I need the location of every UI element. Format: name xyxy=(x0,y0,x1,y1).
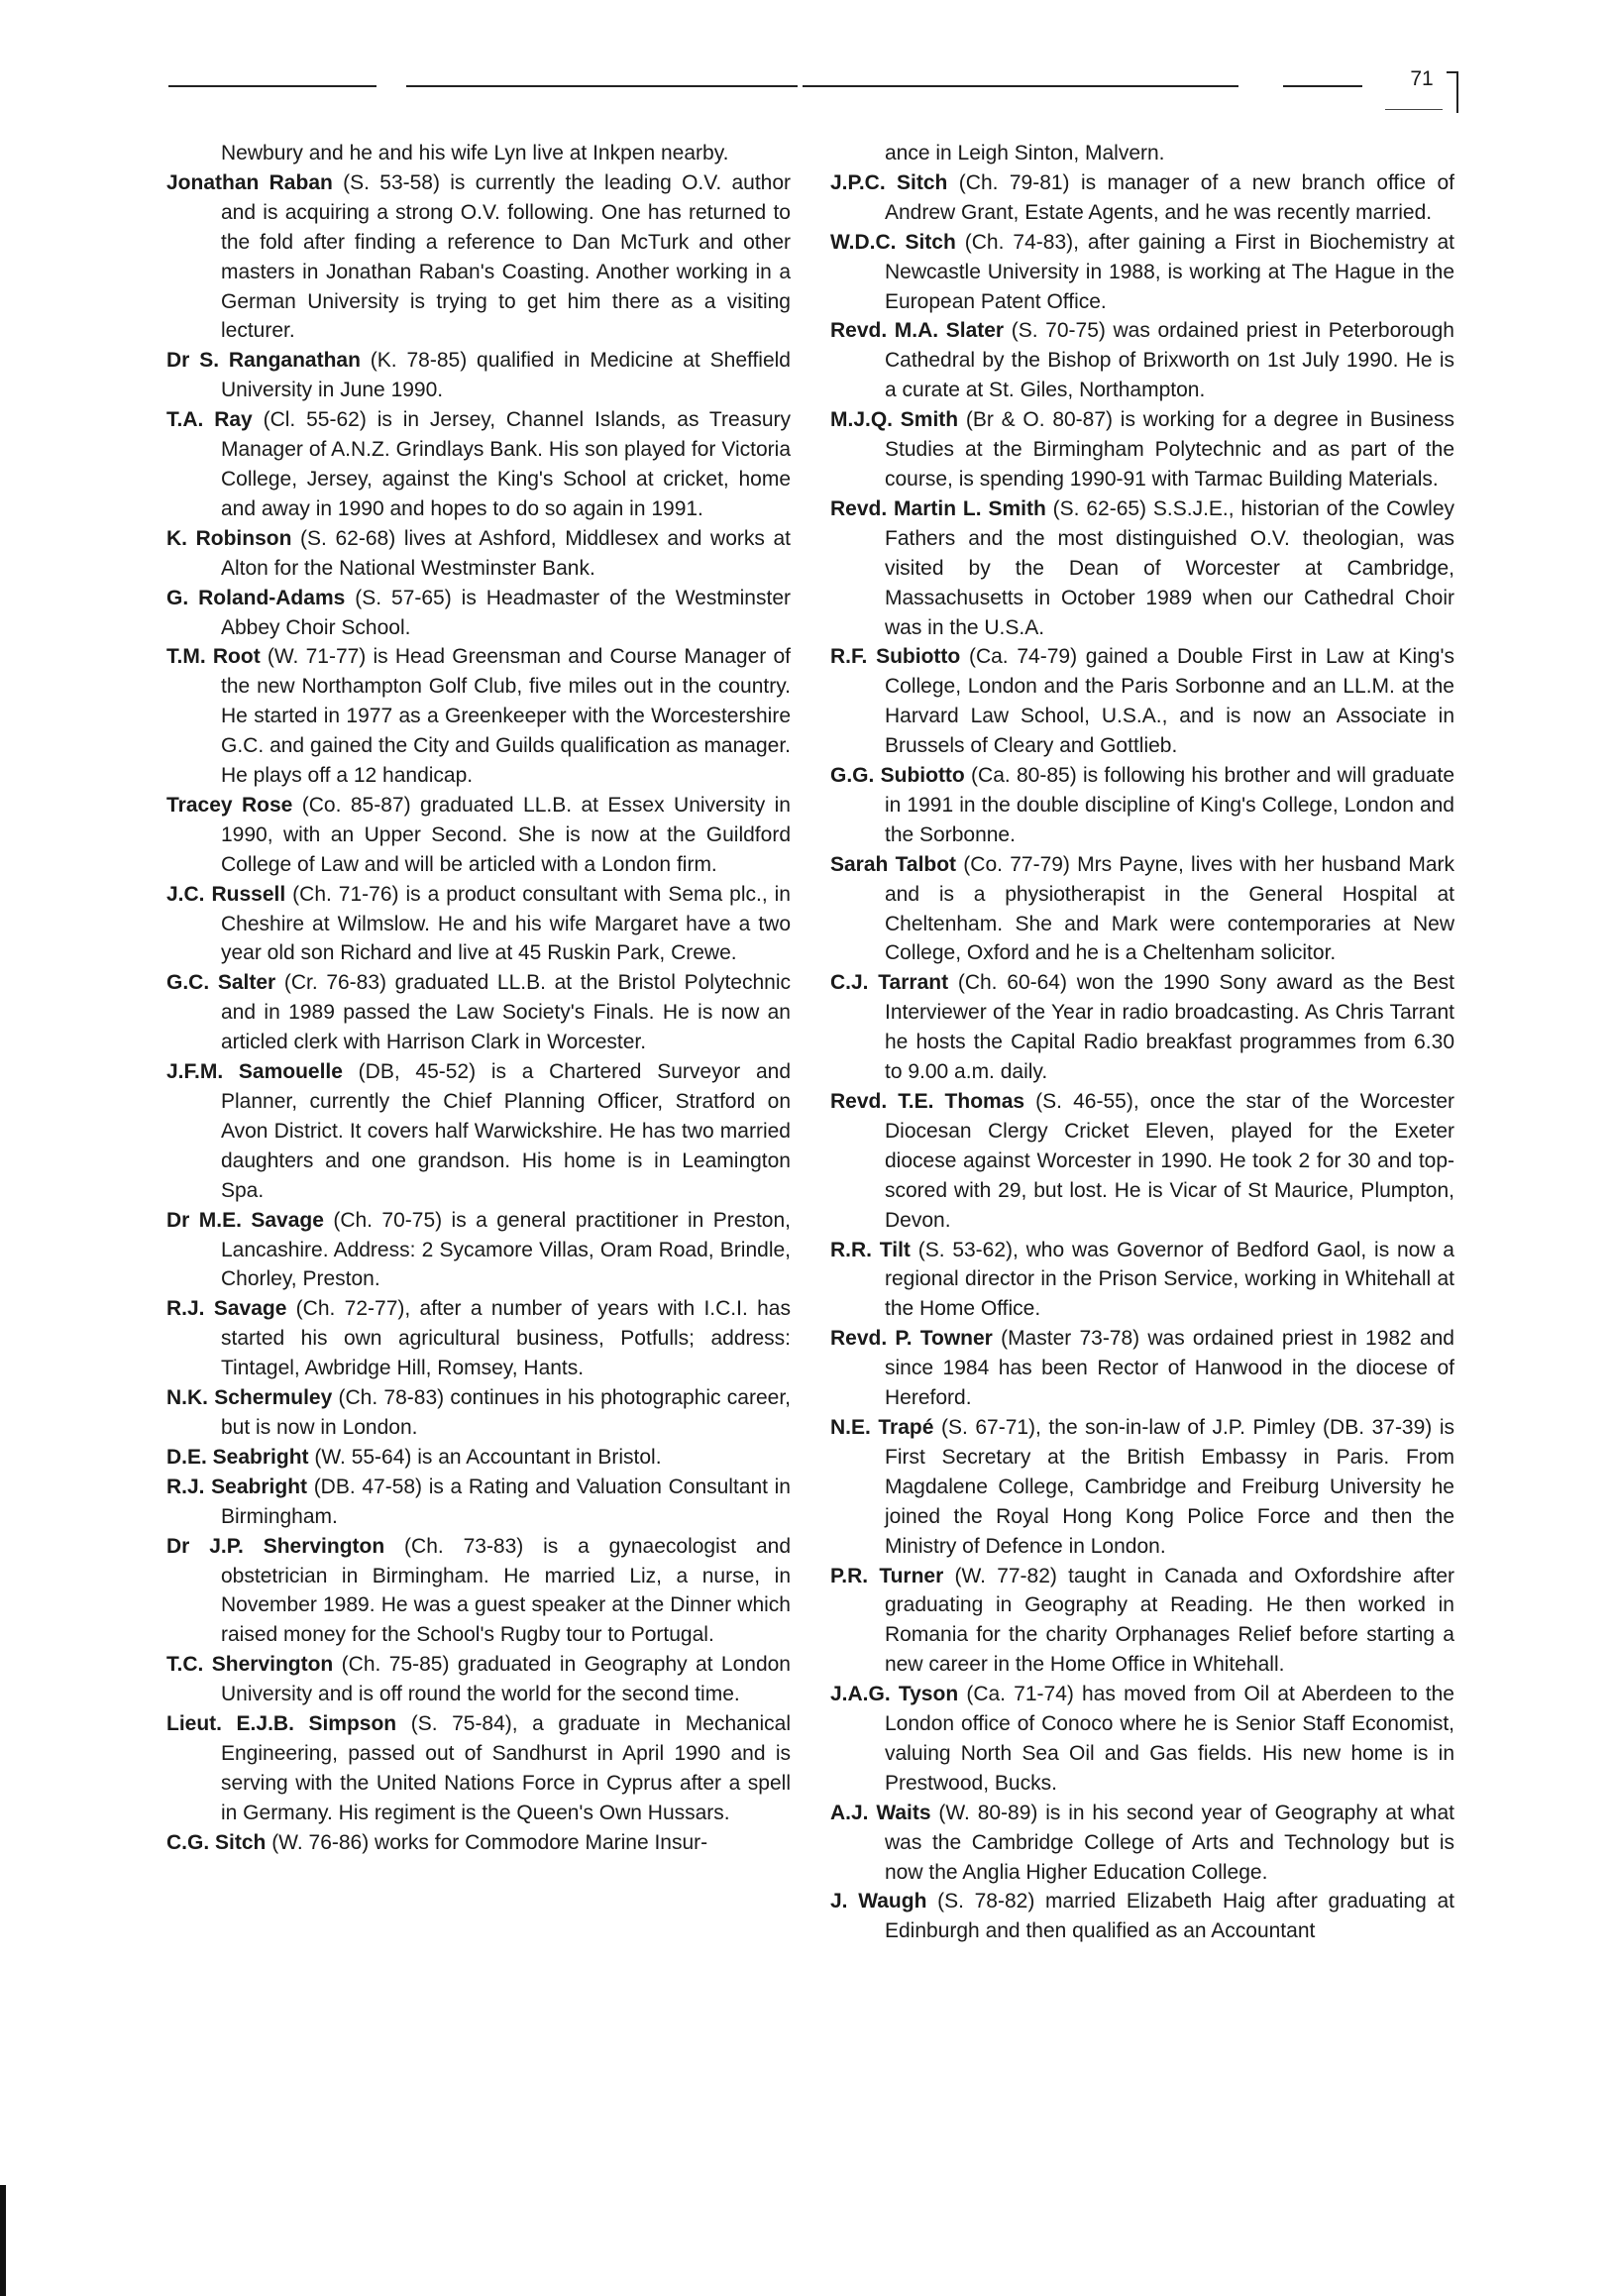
alumni-name: Revd. P. Towner xyxy=(830,1327,993,1351)
page-corner-bracket xyxy=(1447,71,1458,113)
alumni-name: Revd. Martin L. Smith xyxy=(830,496,1046,520)
page-number-underline xyxy=(1385,109,1443,110)
alumni-entry xyxy=(830,316,1454,405)
alumni-name: R.J. Savage xyxy=(166,1297,287,1321)
alumni-note: (Ch. 71-76) is a product consultant with Sema plc., in Cheshire at Wilmslow. He and his wife Margaret have a two year old son Richard and live at 45 Ruskin Park, Crewe. xyxy=(221,882,791,965)
alumni-note: (S. 53-62), who was Governor of Bedford Gaol, is now a regional director in the Prison Service, working in Whitehall at the Home Office. xyxy=(885,1238,1454,1321)
alumni-name: K. Robinson xyxy=(166,526,292,550)
alumni-note: (S. 53-58) is currently the leading O.V. author and is acquiring a strong O.V. following. One has returned to the fold after finding a reference to Dan McTurk and other masters in Jonathan Raban's Coasting. Another working in a German University is trying to get him there as a visiting lecturer. xyxy=(221,170,792,343)
header-rule-segment xyxy=(1283,85,1362,87)
alumni-entry xyxy=(830,642,1454,761)
alumni-entry xyxy=(830,494,1454,643)
alumni-name: Dr J.P. Shervington xyxy=(166,1534,385,1558)
alumni-note: (W. 76-86) works for Commodore Marine Insur- xyxy=(266,1830,708,1854)
alumni-name: J. Waugh xyxy=(830,1890,927,1913)
alumni-entry xyxy=(166,1532,791,1651)
alumni-name: Tracey Rose xyxy=(166,793,293,817)
alumni-entry xyxy=(166,968,791,1057)
alumni-note: (S. 46-55), once the star of the Worcester Diocesan Clergy Cricket Eleven, played for the Exeter diocese against Worcester in 1990. He took 2 for 30 and top-scored with 29, but lost. He is Vicar of St Maurice, Plumpton, Devon. xyxy=(885,1090,1454,1232)
left-column xyxy=(166,139,791,1858)
continuation-text: Newbury and he and his wife Lyn live at Inkpen nearby. xyxy=(221,142,729,164)
alumni-name: Revd. T.E. Thomas xyxy=(830,1090,1025,1113)
alumni-name: G.G. Subiotto xyxy=(830,764,965,788)
alumni-note: (Master 73-78) was ordained priest in 1982 and since 1984 has been Rector of Hanwood in the diocese of Hereford. xyxy=(885,1327,1454,1410)
alumni-note: (Br & O. 80-87) is working for a degree in Business Studies at the Birmingham Polytechnic and as part of the course, is spending 1990-91 with Tarmac Building Materials. xyxy=(885,408,1454,491)
alumni-entry xyxy=(830,1887,1454,1946)
alumni-name: J.P.C. Sitch xyxy=(830,170,948,194)
alumni-entry xyxy=(830,968,1454,1087)
alumni-entry xyxy=(830,1087,1454,1236)
alumni-name: R.J. Seabright xyxy=(166,1475,308,1498)
alumni-entry xyxy=(830,168,1454,228)
alumni-name: Jonathan Raban xyxy=(166,170,333,194)
alumni-name: Dr S. Ranganathan xyxy=(166,349,361,373)
alumni-entry xyxy=(166,642,791,791)
alumni-note: (S. 62-65) S.S.J.E., historian of the Cowley Fathers and the most distinguished O.V. theologian, was visited by the Dean of Worcester at Cambridge, Massachusetts in October 1989 when our Cathedral Choir was in the U.S.A. xyxy=(885,496,1454,639)
alumni-entry xyxy=(166,880,791,969)
alumni-name: C.J. Tarrant xyxy=(830,971,949,995)
scan-edge-mark xyxy=(0,2185,6,2296)
alumni-entry xyxy=(166,584,791,643)
alumni-entry xyxy=(166,1709,791,1828)
alumni-note: (Ch. 75-85) graduated in Geography at London University and is off round the world for the second time. xyxy=(221,1653,791,1706)
alumni-name: J.C. Russell xyxy=(166,882,286,906)
alumni-entry xyxy=(166,1057,791,1206)
alumni-entry xyxy=(166,405,791,524)
alumni-name: J.F.M. Samouelle xyxy=(166,1060,343,1084)
alumni-entry xyxy=(166,1383,791,1443)
right-column xyxy=(830,139,1454,1946)
alumni-note: (Ca. 74-79) gained a Double First in Law at King's College, London and the Paris Sorbonne and an LL.M. at the Harvard Law School, U.S.A., and is now an Associate in Brussels of Cleary and Gottlieb. xyxy=(885,645,1454,758)
alumni-note: (DB, 45-52) is a Chartered Surveyor and Planner, currently the Chief Planning Officer, Stratford on Avon District. It covers half Warwickshire. He has two married daughters and one grandson. His home is in Leamington Spa. xyxy=(221,1060,791,1202)
alumni-name: N.K. Schermuley xyxy=(166,1386,333,1410)
alumni-name: W.D.C. Sitch xyxy=(830,230,956,254)
alumni-name: R.F. Subiotto xyxy=(830,645,961,669)
alumni-entry xyxy=(830,1413,1454,1562)
alumni-entry xyxy=(166,1206,791,1295)
alumni-entry xyxy=(830,228,1454,317)
alumni-note: (Cl. 55-62) is in Jersey, Channel Islands, as Treasury Manager of A.N.Z. Grindlays Bank. His son played for Victoria College, Jersey, against the King's School at cricket, home and away in 1990 and hopes to do so again in 1991. xyxy=(221,408,791,520)
alumni-note: (Co. 85-87) graduated LL.B. at Essex University in 1990, with an Upper Second. She is now at the Guildford College of Law and will be articled with a London firm. xyxy=(221,793,791,876)
alumni-note: (Ch. 60-64) won the 1990 Sony award as the Best Interviewer of the Year in radio broadcasting. As Chris Tarrant he hosts the Capital Radio breakfast programmes from 6.30 to 9.00 a.m. daily. xyxy=(885,971,1454,1084)
alumni-note: (W. 71-77) is Head Greensman and Course Manager of the new Northampton Golf Club, five miles out in the country. He started in 1977 as a Greenkeeper with the Worcestershire G.C. and gained the City and Guilds qualification as manager. He plays off a 12 handicap. xyxy=(221,645,791,788)
alumni-entry xyxy=(166,1650,791,1709)
alumni-note: (W. 80-89) is in his second year of Geography at what was the Cambridge College of Arts and Technology but is now the Anglia Higher Education College. xyxy=(885,1801,1454,1884)
alumni-name: N.E. Trapé xyxy=(830,1415,934,1439)
alumni-note: (Co. 77-79) Mrs Payne, lives with her husband Mark and is a physiotherapist in the General Hospital at Cheltenham. She and Mark were contemporaries at New College, Oxford and he is a Cheltenham solicitor. xyxy=(885,852,1454,965)
alumni-note: (S. 70-75) was ordained priest in Peterborough Cathedral by the Bishop of Brixworth on 1st July 1990. He is a curate at St. Giles, Northampton. xyxy=(885,319,1454,402)
page-number: 71 xyxy=(1410,67,1434,90)
alumni-note: (Ch. 73-83) is a gynaecologist and obstetrician in Birmingham. He married Liz, a nurse, in November 1989. He was a guest speaker at the Dinner which raised money for the School's Rugby tour to Portugal. xyxy=(221,1534,791,1647)
alumni-note: (W. 55-64) is an Accountant in Bristol. xyxy=(308,1445,662,1469)
alumni-note: (DB. 47-58) is a Rating and Valuation Consultant in Birmingham. xyxy=(221,1475,791,1528)
alumni-name: T.A. Ray xyxy=(166,408,253,432)
alumni-entry xyxy=(166,1294,791,1383)
alumni-name: T.M. Root xyxy=(166,645,261,669)
alumni-name: P.R. Turner xyxy=(830,1564,944,1587)
alumni-name: D.E. Seabright xyxy=(166,1445,309,1469)
alumni-note: (W. 77-82) taught in Canada and Oxfordshire after graduating in Geography at Reading. He then worked in Romania for the charity Orphanages Relief before starting a new career in the Home Office in Whitehall. xyxy=(885,1564,1454,1677)
alumni-entry xyxy=(166,346,791,405)
alumni-note: (Ch. 72-77), after a number of years with I.C.I. has started his own agricultural business, Potfulls; address: Tintagel, Awbridge Hill, Romsey, Hants. xyxy=(221,1297,791,1380)
continuation-text: ance in Leigh Sinton, Malvern. xyxy=(885,142,1165,164)
alumni-name: A.J. Waits xyxy=(830,1801,931,1824)
alumni-note: (K. 78-85) qualified in Medicine at Sheffield University in June 1990. xyxy=(221,349,791,402)
alumni-entry xyxy=(830,1236,1454,1325)
header-rule-segment xyxy=(168,85,376,87)
alumni-entry xyxy=(166,1828,791,1858)
header-rule-segment xyxy=(803,85,1238,87)
alumni-note: (S. 78-82) married Elizabeth Haig after graduating at Edinburgh and then qualified as an Accountant xyxy=(885,1890,1454,1943)
alumni-name: R.R. Tilt xyxy=(830,1238,911,1261)
alumni-entry xyxy=(166,524,791,584)
alumni-entry xyxy=(830,1324,1454,1413)
alumni-name: M.J.Q. Smith xyxy=(830,408,959,432)
alumni-entry xyxy=(830,405,1454,494)
alumni-note: (Ca. 71-74) has moved from Oil at Aberdeen to the London office of Conoco where he is Senior Staff Economist, valuing North Sea Oil and Gas fields. His new home is in Prestwood, Bucks. xyxy=(885,1683,1454,1795)
alumni-name: C.G. Sitch xyxy=(166,1830,267,1854)
right-entries-list xyxy=(830,168,1454,1946)
alumni-note: (Ch. 74-83), after gaining a First in Biochemistry at Newcastle University in 1988, is working at The Hague in the European Patent Office. xyxy=(885,230,1454,313)
alumni-note: (Cr. 76-83) graduated LL.B. at the Bristol Polytechnic and in 1989 passed the Law Society's Finals. He is now an articled clerk with Harrison Clark in Worcester. xyxy=(221,971,791,1054)
alumni-entry xyxy=(830,1799,1454,1888)
alumni-entry xyxy=(166,1443,791,1473)
alumni-note: (S. 62-68) lives at Ashford, Middlesex and works at Alton for the National Westminster Bank. xyxy=(221,526,791,580)
alumni-name: Revd. M.A. Slater xyxy=(830,319,1005,343)
alumni-note: (Ca. 80-85) is following his brother and will graduate in 1991 in the double discipline of King's College, London and the Sorbonne. xyxy=(885,764,1455,846)
alumni-name: J.A.G. Tyson xyxy=(830,1683,959,1706)
alumni-name: G.C. Salter xyxy=(166,971,276,995)
alumni-entry xyxy=(830,1562,1454,1681)
alumni-entry xyxy=(166,1473,791,1532)
alumni-name: G. Roland-Adams xyxy=(166,586,346,609)
alumni-name: Sarah Talbot xyxy=(830,852,957,876)
alumni-entry xyxy=(830,850,1454,969)
alumni-note: (S. 75-84), a graduate in Mechanical Engineering, passed out of Sandhurst in April 1990 and is serving with the United Nations Force in Cyprus after a spell in Germany. His regiment is the Queen's Own Hussars. xyxy=(221,1712,791,1824)
alumni-note: (S. 57-65) is Headmaster of the Westminster Abbey Choir School. xyxy=(221,586,791,639)
alumni-note: (Ch. 70-75) is a general practitioner in Preston, Lancashire. Address: 2 Sycamore Villas, Oram Road, Brindle, Chorley, Preston. xyxy=(221,1208,791,1291)
alumni-entry xyxy=(830,761,1454,850)
left-entries-list xyxy=(166,168,791,1858)
alumni-entry xyxy=(830,1680,1454,1799)
alumni-name: Dr M.E. Savage xyxy=(166,1208,324,1232)
alumni-note: (Ch. 79-81) is manager of a new branch office of Andrew Grant, Estate Agents, and he was recently married. xyxy=(885,170,1454,224)
alumni-note: (Ch. 78-83) continues in his photographic career, but is now in London. xyxy=(221,1386,791,1439)
alumni-entry xyxy=(166,791,791,880)
header-rule-segment xyxy=(406,85,798,87)
alumni-name: Lieut. E.J.B. Simpson xyxy=(166,1712,397,1736)
alumni-name: T.C. Shervington xyxy=(166,1653,334,1677)
alumni-note: (S. 67-71), the son-in-law of J.P. Pimley (DB. 37-39) is First Secretary at the British Embassy in Paris. From Magdalene College, Cambridge and Freiburg University he joined the Royal Hong Kong Police Force and then the Ministry of Defence in London. xyxy=(885,1415,1454,1558)
alumni-entry xyxy=(166,168,791,346)
